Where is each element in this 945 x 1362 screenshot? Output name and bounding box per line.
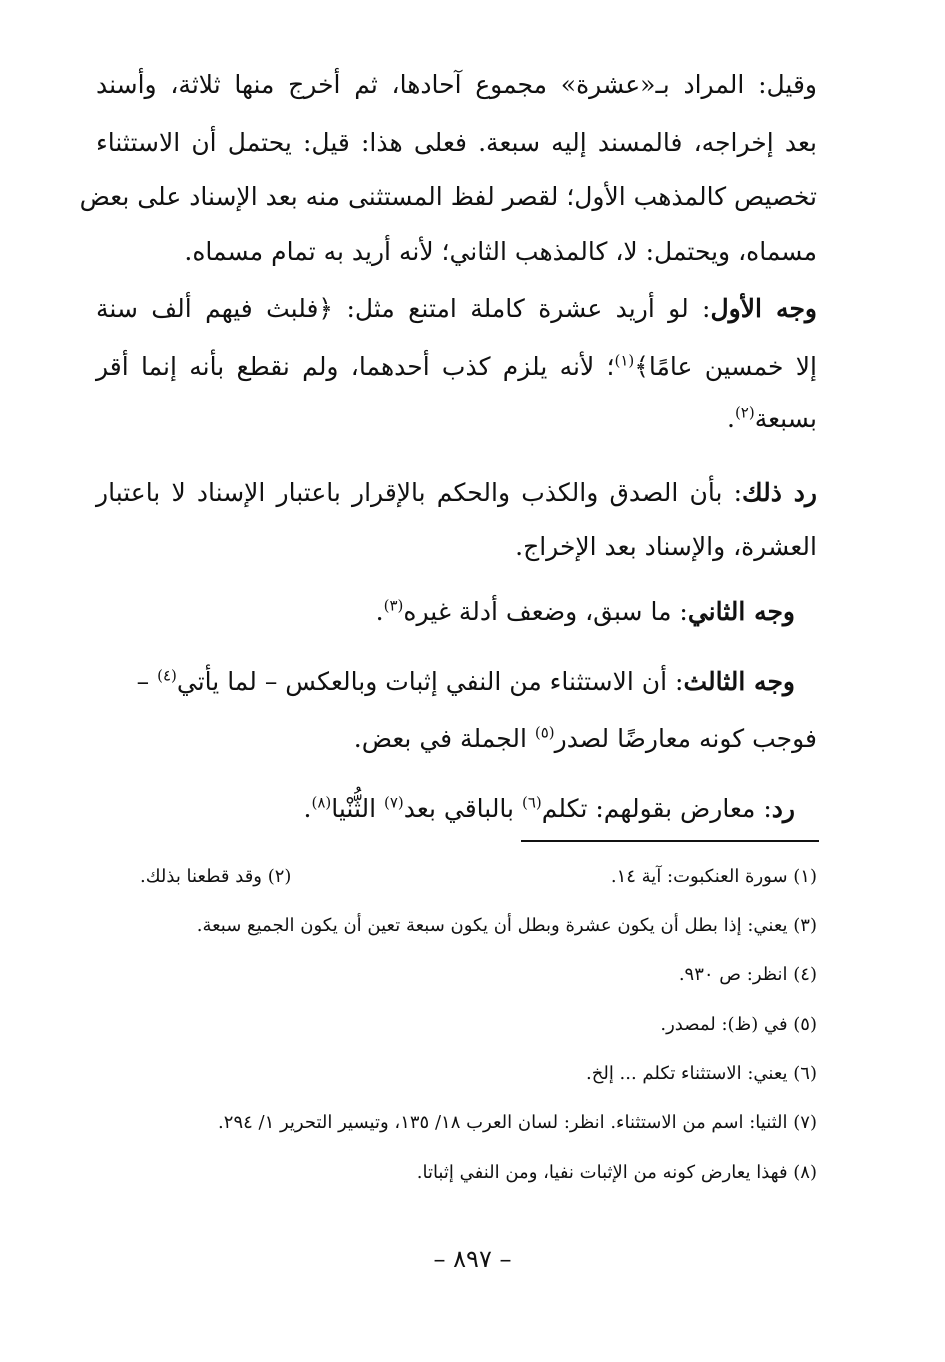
heading-first-aspect: وجه الأول — [710, 294, 817, 323]
heading-second-aspect: وجه الثاني — [687, 597, 795, 626]
paragraph-4-text: : ما سبق، وضعف أدلة غيره — [403, 597, 688, 626]
paragraph-2-text-2: ؛ لأنه يلزم كذب أحدهما، ولم نقطع بأنه إنما أقر — [96, 352, 615, 381]
paragraph-5-line-1 — [137, 665, 795, 699]
paragraph-2-line-1 — [96, 292, 817, 326]
footnote-ref-5: (٥) — [534, 723, 555, 742]
paragraph-2-text-1: : لو أريد عشرة كاملة امتنع مثل: ﴿فلبث فيهم ألف سنة — [96, 294, 711, 323]
footnote-ref-6: (٦) — [521, 793, 542, 812]
paragraph-5-line-2 — [354, 722, 817, 756]
footnote-ref-3: (٣) — [383, 596, 404, 615]
paragraph-3-line-2: العشرة، والإسناد بعد الإخراج. — [515, 532, 817, 561]
footnote-6: (٦) يعني: الاستثناء تكلم ... إلخ. — [586, 1063, 817, 1084]
paragraph-2-line-3 — [727, 402, 817, 436]
footnote-separator — [521, 840, 819, 842]
paragraph-3-line-1 — [96, 476, 817, 510]
paragraph-4-line-1 — [376, 595, 795, 629]
paragraph-2-text-3: بسبعة — [754, 404, 817, 433]
footnote-ref-1: (١) — [614, 351, 635, 370]
paragraph-2-quote: إلا خمسين عامًا﴾ — [634, 352, 817, 381]
paragraph-4-period: . — [375, 597, 384, 626]
footnote-8: (٨) فهذا يعارض كونه من الإثبات نفيا، ومن النفي إثباتا. — [416, 1162, 817, 1183]
paragraph-6-text-b: بالباقي بعد — [403, 794, 522, 823]
paragraph-6-period: . — [303, 794, 312, 823]
paragraph-2-period: . — [726, 404, 735, 433]
footnote-1: (١) سورة العنكبوت: آية ١٤. — [610, 866, 817, 887]
footnote-5: (٥) في (ظ): لمصدر. — [660, 1014, 817, 1035]
footnote-ref-7: (٧) — [384, 793, 404, 812]
paragraph-1-line-2: بعد إخراجه، فالمسند إليه سبعة. فعلى هذا: قيل: يحتمل أن الاستثناء — [96, 128, 817, 157]
heading-rebuttal-1: رد ذلك — [742, 478, 818, 507]
footnote-ref-2: (٢) — [734, 403, 755, 422]
paragraph-5-dash: – — [136, 667, 158, 696]
paragraph-1-line-4: مسماه، ويحتمل: لا، كالمذهب الثاني؛ لأنه أريد به تمام مسماه. — [184, 237, 817, 266]
footnote-ref-4: (٤) — [157, 666, 177, 685]
paragraph-3-text-1: : بأن الصدق والكذب والحكم بالإقرار باعتبار الإسناد لا باعتبار — [96, 478, 743, 507]
footnote-3: (٣) يعني: إذا بطل أن يكون عشرة وبطل أن يكون سبعة تعين أن يكون الجميع سبعة. — [196, 915, 817, 936]
paragraph-5-text-2b: الجملة في بعض. — [353, 724, 535, 753]
paragraph-6-text-a: : معارض بقولهم: تكلم — [541, 794, 772, 823]
paragraph-1-line-1: وقيل: المراد بـ«عشرة» مجموع آحادها، ثم أخرج منها ثلاثة، وأسند — [96, 70, 817, 99]
footnote-2: (٢) وقد قطعنا بذلك. — [140, 866, 292, 887]
footnote-7: (٧) الثنيا: اسم من الاستثناء. انظر: لسان العرب ١٨/ ١٣٥، وتيسير التحرير ١/ ٢٩٤. — [218, 1112, 817, 1133]
paragraph-6-text-c: الثُّنْيا — [331, 794, 384, 823]
heading-third-aspect: وجه الثالث — [683, 667, 795, 696]
paragraph-5-text-1: : أن الاستثناء من النفي إثبات وبالعكس – لما يأتي — [176, 667, 684, 696]
paragraph-6-line-1 — [304, 792, 796, 826]
paragraph-5-text-2a: فوجب كونه معارضًا لصدر — [554, 724, 817, 753]
paragraph-1-line-3: تخصيص كالمذهب الأول؛ لقصر لفظ المستثنى منه بعد الإسناد على بعض — [79, 182, 817, 211]
footnote-4: (٤) انظر: ص ٩٣٠. — [678, 964, 817, 985]
paragraph-2-line-2 — [96, 350, 817, 384]
heading-rebuttal-2: رد — [771, 794, 795, 823]
footnote-ref-8: (٨) — [311, 793, 332, 812]
page-number: – ٨٩٧ – — [433, 1245, 512, 1273]
